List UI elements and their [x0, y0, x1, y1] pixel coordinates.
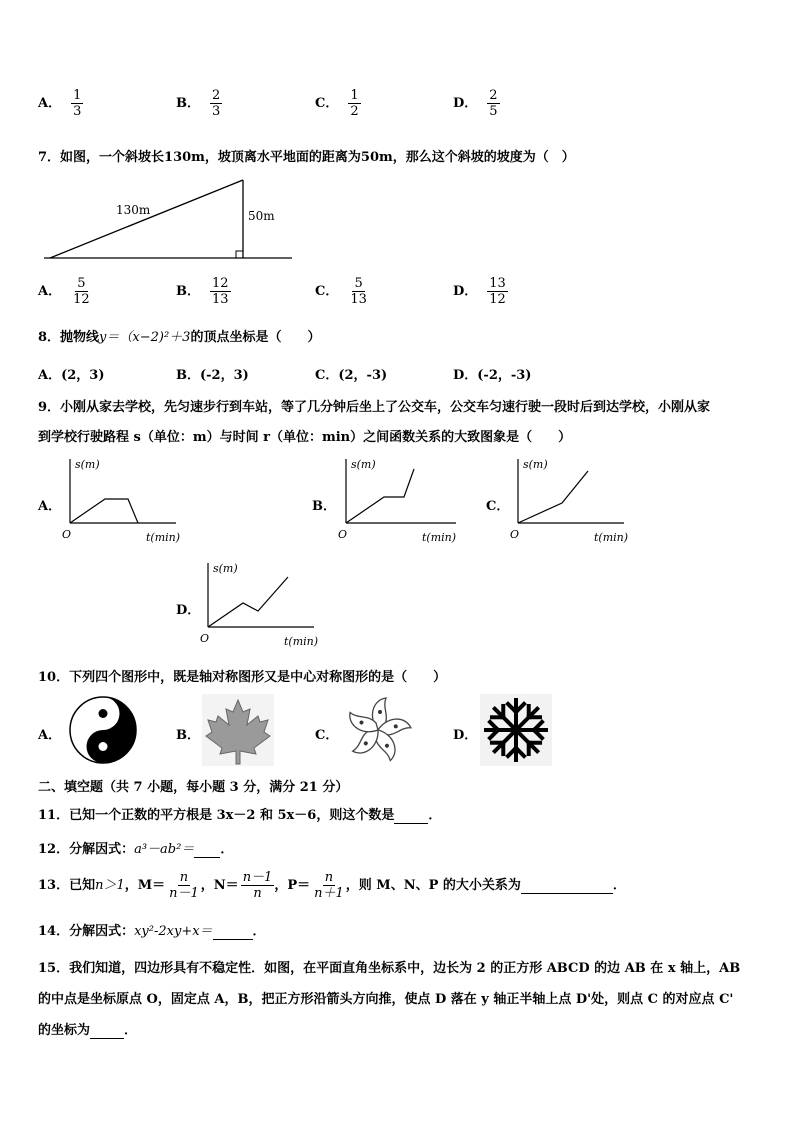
q8-stem: 8．抛物线y＝（x−2)²＋3的顶点坐标是（ ）	[38, 330, 321, 345]
svg-text:t(min): t(min)	[146, 531, 181, 544]
q9-stem-line2: 到学校行驶路程 s（单位：m）与时间 r（单位：min）之间函数关系的大致图象是（ ）	[38, 430, 572, 445]
q7-slope-figure	[40, 172, 300, 264]
q15-answer-blank[interactable]	[90, 1023, 124, 1039]
svg-text:s(m): s(m)	[75, 458, 100, 471]
q9-option-a-label[interactable]: A．	[38, 499, 62, 514]
hyp-label: 130m	[116, 203, 151, 217]
q9-graph-c[interactable]	[508, 453, 633, 548]
q15-line3: 的坐标为 ．	[38, 1023, 138, 1038]
q9-graph-d[interactable]	[198, 557, 323, 652]
maple-leaf-icon[interactable]	[200, 692, 276, 768]
svg-text:O: O	[62, 528, 72, 541]
q12: 12．分解因式：a³－ab²＝ ．	[38, 842, 234, 857]
q7-option-d[interactable]: D． $\frac{13}{12}$	[453, 276, 506, 307]
graph-b-line	[346, 469, 414, 523]
q9-graph-b[interactable]	[336, 453, 466, 548]
section2-title: 二、填空题（共 7 小题，每小题 3 分，满分 21 分）	[38, 780, 349, 795]
q9-option-c-label[interactable]: C．	[486, 499, 510, 514]
q9-graph-a[interactable]	[60, 453, 185, 548]
graph-a-line	[70, 499, 138, 523]
q8-formula: y＝（x−2)²＋3	[99, 330, 191, 345]
yin-yang-icon[interactable]	[66, 694, 140, 766]
q13-m-fraction: $\frac{n}{n-1}$	[169, 870, 199, 901]
q10-stem: 10．下列四个图形中，既是轴对称图形又是中心对称图形的是（ ）	[38, 670, 447, 685]
q10-option-d-label[interactable]: D．	[453, 728, 478, 743]
svg-text:s(m): s(m)	[523, 458, 548, 471]
q8-option-a[interactable]: A．(2，3)	[38, 368, 105, 383]
q12-answer-blank[interactable]	[194, 842, 220, 858]
q8-option-b[interactable]: B．(-2，3)	[176, 368, 249, 383]
q10-option-c-label[interactable]: C．	[315, 728, 339, 743]
q13-p-fraction: $\frac{n}{n+1}$	[314, 870, 344, 901]
q9-option-b-label[interactable]: B．	[312, 499, 336, 514]
q10-option-b-label[interactable]: B．	[176, 728, 200, 743]
svg-text:O: O	[338, 528, 348, 541]
svg-text:t(min): t(min)	[594, 531, 629, 544]
graph-c-line	[518, 471, 588, 523]
q9-stem-line1: 9．小刚从家去学校，先匀速步行到车站，等了几分钟后坐上了公交车，公交车匀速行驶一段时后到达学校，小刚从家	[38, 400, 711, 415]
q14: 14．分解因式：xy²-2xy+x＝ ．	[38, 924, 266, 939]
q7-option-a[interactable]: A． $\frac{5}{12}$	[38, 276, 90, 307]
q14-answer-blank[interactable]	[213, 924, 253, 940]
q7-option-c[interactable]: C． $\frac{5}{13}$	[315, 276, 367, 307]
svg-text:s(m): s(m)	[351, 458, 376, 471]
q13: 13．已知n＞1，M＝ $\frac{n}{n-1}$ ，N＝ $\frac{n-1}{n}$ ，P＝ $\frac{n}{n+1}$ ，则 M、N、P 的大小关系为 ．	[38, 870, 626, 901]
q15-line2: 的中点是坐标原点 O，固定点 A，B，把正方形沿箭头方向推，使点 D 落在 y 轴正半轴上点 D'处，则点 C 的对应点 C'	[38, 992, 734, 1007]
q6-option-a[interactable]: A． $\frac{1}{3}$	[38, 88, 82, 119]
svg-text:t(min): t(min)	[284, 635, 319, 648]
svg-text:O: O	[200, 632, 210, 645]
q13-n-fraction: $\frac{n-1}{n}$	[242, 870, 273, 901]
q6-option-b[interactable]: B． $\frac{2}{3}$	[176, 88, 221, 119]
svg-text:t(min): t(min)	[422, 531, 457, 544]
q6-option-d[interactable]: D． $\frac{2}{5}$	[453, 88, 498, 119]
q9-option-d-label[interactable]: D．	[176, 603, 201, 618]
q13-answer-blank[interactable]	[521, 878, 613, 894]
snowflake-icon[interactable]	[478, 692, 554, 768]
q8-option-d[interactable]: D．(-2，-3)	[453, 368, 532, 383]
q11: 11．已知一个正数的平方根是 3x－2 和 5x－6，则这个数是 ．	[38, 808, 442, 823]
bauhinia-flower-icon[interactable]	[338, 692, 418, 768]
q10-option-a-label[interactable]: A．	[38, 728, 62, 743]
q15-line1: 15．我们知道，四边形具有不稳定性．如图，在平面直角坐标系中，边长为 2 的正方形 ABCD 的边 AB 在 x 轴上，AB	[38, 961, 741, 976]
q8-option-c[interactable]: C．(2，-3)	[315, 368, 388, 383]
q7-stem: 7．如图，一个斜坡长130m，坡顶离水平地面的距离为50m，那么这个斜坡的坡度为（ ）	[38, 150, 575, 165]
q7-option-b[interactable]: B． $\frac{12}{13}$	[176, 276, 229, 307]
svg-text:s(m): s(m)	[213, 562, 238, 575]
graph-d-line	[208, 577, 288, 627]
slope-line	[50, 180, 243, 258]
right-angle-mark	[236, 251, 243, 258]
q6-option-c[interactable]: C． $\frac{1}{2}$	[315, 88, 359, 119]
height-label: 50m	[248, 209, 275, 223]
q11-answer-blank[interactable]	[394, 808, 428, 824]
svg-text:O: O	[510, 528, 520, 541]
